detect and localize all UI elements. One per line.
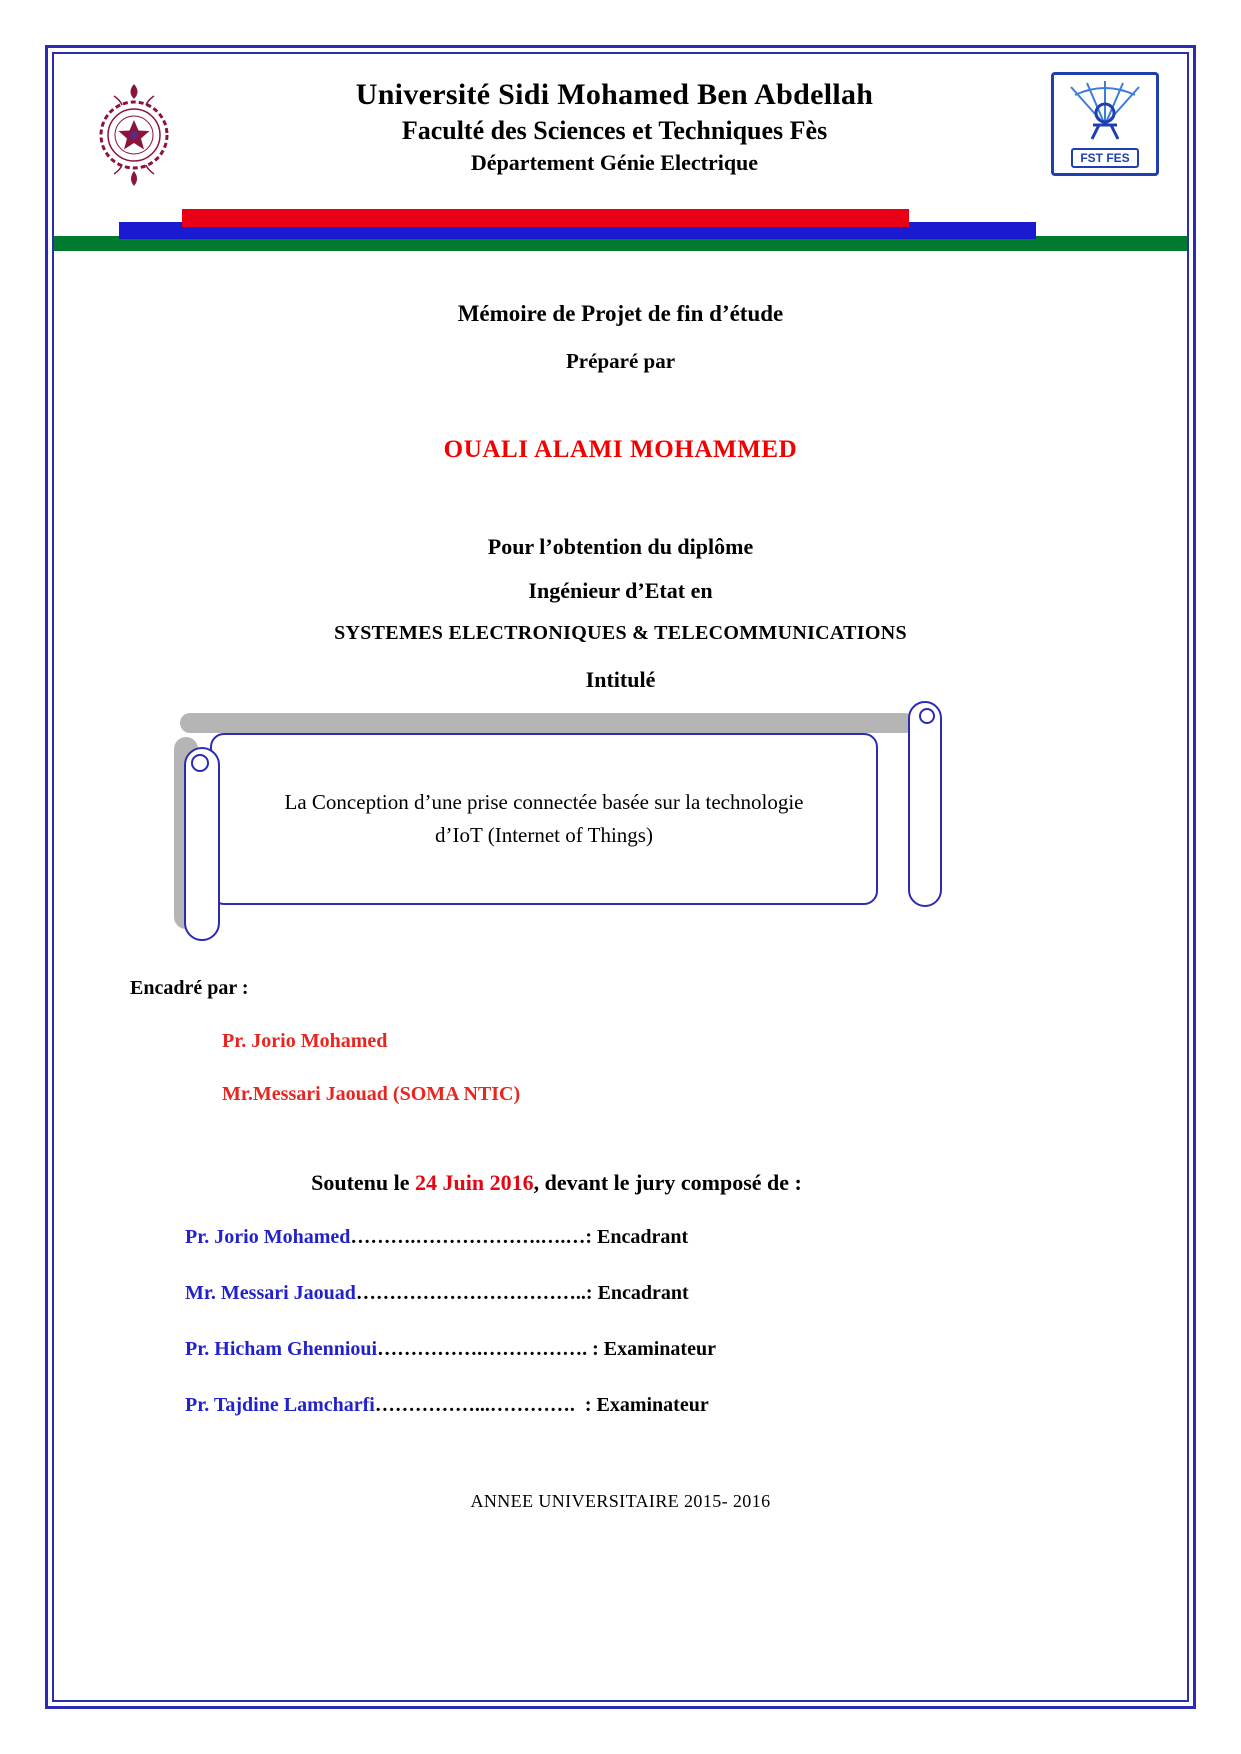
- page-outer-border: [45, 45, 1196, 1709]
- jury-row: [185, 1226, 1187, 1249]
- header: [54, 54, 1187, 199]
- jury-member-role: : Examinateur: [579, 1394, 709, 1416]
- supervisors-label: Encadré par :: [130, 977, 249, 999]
- memoire-title: Mémoire de Projet de fin d’étude: [457, 301, 784, 326]
- decorative-bars: [54, 209, 1187, 253]
- department-name: Département Génie Electrique: [470, 150, 759, 175]
- author-name: OUALI ALAMI MOHAMMED: [443, 436, 798, 463]
- academic-year: ANNEE UNIVERSITAIRE 2015- 2016: [470, 1491, 771, 1511]
- fst-logo: [1051, 72, 1159, 176]
- jury-leader-dots: ……………………………..: [355, 1282, 586, 1304]
- defense-line: [54, 1170, 1187, 1196]
- project-title-line2: d’IoT (Internet of Things): [435, 823, 653, 847]
- jury-row: [185, 1394, 1187, 1417]
- defense-prefix: Soutenu le: [311, 1170, 416, 1195]
- jury-member-name: Pr. Tajdine Lamcharfi: [185, 1394, 375, 1416]
- defense-suffix: , devant le jury composé de :: [533, 1170, 802, 1195]
- faculty-name: Faculté des Sciences et Techniques Fès: [401, 116, 828, 145]
- jury-leader-dots: ……………...………….: [374, 1394, 580, 1416]
- banner-right-curl-icon: [919, 708, 935, 724]
- page-inner-border: [52, 52, 1189, 1702]
- supervisor-2: Mr.Messari Jaouad (SOMA NTIC): [222, 1083, 521, 1105]
- jury-member-role: : Encadrant: [585, 1282, 689, 1304]
- defense-date: 24 Juin 2016: [415, 1170, 534, 1195]
- jury-member-role: : Examinateur: [592, 1338, 716, 1360]
- jury-row: [185, 1282, 1187, 1305]
- jury-member-name: Pr. Hicham Ghennioui: [185, 1338, 378, 1360]
- project-title-box: [210, 733, 878, 905]
- header-title-block: [178, 72, 1051, 176]
- scroll-banner: [172, 701, 950, 941]
- program-line: SYSTEMES ELECTRONIQUES & TELECOMMUNICATIONS: [334, 622, 907, 644]
- jury-leader-dots: …………….…………….: [377, 1338, 593, 1360]
- banner-left-curl-icon: [191, 754, 209, 772]
- banner-shadow: [180, 713, 915, 733]
- degree-line: Ingénieur d’Etat en: [528, 578, 713, 603]
- supervisor-1: Pr. Jorio Mohamed: [222, 1030, 388, 1052]
- jury-row: [185, 1338, 1187, 1361]
- obtention-line: Pour l’obtention du diplôme: [487, 534, 754, 559]
- university-seal-icon: [94, 72, 178, 199]
- red-bar: [182, 209, 909, 227]
- prepared-by-label: Préparé par: [565, 349, 676, 373]
- fst-logo-label: FST FES: [1071, 148, 1138, 168]
- jury-list: [185, 1226, 1187, 1417]
- university-name: Université Sidi Mohamed Ben Abdellah: [355, 78, 874, 111]
- jury-member-name: Mr. Messari Jaouad: [185, 1282, 356, 1304]
- intitule-label: Intitulé: [585, 667, 656, 692]
- jury-leader-dots: ……….……………….….…: [350, 1226, 586, 1248]
- jury-member-role: : Encadrant: [585, 1226, 689, 1248]
- antenna-icon: [1059, 79, 1151, 141]
- project-title-line1: La Conception d’une prise connectée basée sur la technologie: [284, 790, 804, 814]
- banner-left-roll: [184, 747, 220, 941]
- jury-member-name: Pr. Jorio Mohamed: [185, 1226, 351, 1248]
- banner-right-roll: [908, 701, 942, 907]
